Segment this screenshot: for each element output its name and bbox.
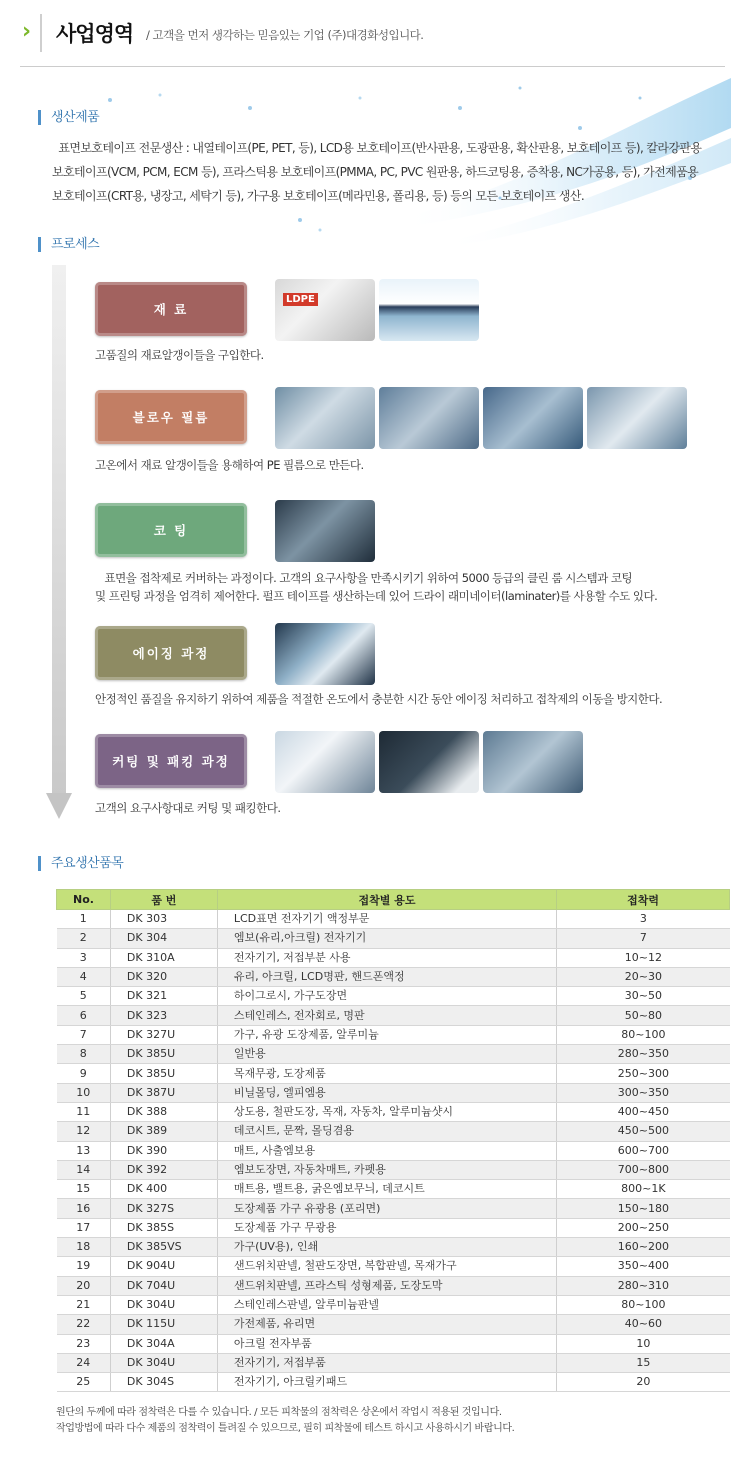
table-row (57, 1238, 730, 1257)
footnotes (56, 1405, 514, 1437)
cell-part-number: DK 321 (110, 987, 217, 1006)
cell-no: 14 (57, 1160, 111, 1179)
column-header-part-number: 품 번 (110, 890, 217, 910)
cell-adhesion: 450~500 (557, 1122, 730, 1141)
cell-adhesion: 10~12 (557, 948, 730, 967)
cell-usage: 엠보도장면, 자동차매트, 카펫용 (217, 1160, 556, 1179)
cell-usage: 비닐몰딩, 엘피엠용 (217, 1083, 556, 1102)
table-row (57, 1083, 730, 1102)
table-row (57, 987, 730, 1006)
chevron-right-icon: › (22, 19, 32, 44)
process-step-blown-film (95, 390, 247, 444)
process-step-description: 안정적인 품질을 유지하기 위하여 제품을 적절한 온도에서 충분한 시간 동안 에이징 처리하고 접착제의 이동을 방지한다. (95, 692, 663, 706)
process-step-description: 고객의 요구사항대로 커팅 및 패킹한다. (95, 801, 281, 815)
page-title: 사업영역 (56, 22, 134, 46)
photo-blown-film-1 (275, 387, 375, 449)
cell-adhesion: 3 (557, 910, 730, 929)
table-row (57, 929, 730, 948)
cell-no: 22 (57, 1315, 111, 1334)
table-row (57, 1102, 730, 1121)
process-flow-arrow (52, 265, 66, 795)
table-row (57, 1353, 730, 1372)
process-step-label: 재 료 (153, 302, 189, 317)
cell-no: 12 (57, 1122, 111, 1141)
photo-inspection (379, 731, 479, 793)
cell-part-number: DK 904U (110, 1257, 217, 1276)
cell-part-number: DK 303 (110, 910, 217, 929)
cell-usage: 일반용 (217, 1045, 556, 1064)
cell-part-number: DK 304 (110, 929, 217, 948)
process-step-label: 에이징 과정 (132, 646, 210, 661)
column-header-usage: 접착별 용도 (217, 890, 556, 910)
cell-usage: 목재무광, 도장제품 (217, 1064, 556, 1083)
cell-part-number: DK 385VS (110, 1238, 217, 1257)
cell-usage: 매트용, 밸트용, 굵은엠보무늬, 데코시트 (217, 1180, 556, 1199)
photo-blown-film-2 (379, 387, 479, 449)
table-row (57, 1295, 730, 1314)
table-row (57, 1025, 730, 1044)
table-row (57, 967, 730, 986)
cell-no: 23 (57, 1334, 111, 1353)
cell-adhesion: 400~450 (557, 1102, 730, 1121)
products-line: 표면보호테이프 전문생산 : 내열테이프(PE, PET, 등), LCD용 보호테이프(반사판용, 도광판용, 확산판용, 보호테이프 등), 칼라강판용 (52, 141, 702, 155)
cell-part-number: DK 304A (110, 1334, 217, 1353)
cell-no: 25 (57, 1373, 111, 1392)
cell-adhesion: 50~80 (557, 1006, 730, 1025)
cell-part-number: DK 385U (110, 1064, 217, 1083)
footnote: 작업방법에 따라 다수 제품의 점착력이 틀려질 수 있으므로, 필히 피착물에 테스트 하시고 사용하시기 바랍니다. (56, 1423, 515, 1434)
cell-no: 2 (57, 929, 111, 948)
table-header-row (57, 890, 730, 910)
cell-usage: 전자기기, 저접부품 (217, 1353, 556, 1372)
table-row (57, 1315, 730, 1334)
table-row (57, 1199, 730, 1218)
cell-part-number: DK 304U (110, 1353, 217, 1372)
cell-no: 3 (57, 948, 111, 967)
process-step-label: 블로우 필름 (132, 410, 210, 425)
cell-usage: 샌드위치판넬, 철판도장면, 복합판넬, 목재가구 (217, 1257, 556, 1276)
process-step-description: 고온에서 재료 알갱이들을 용해하여 PE 필름으로 만든다. (95, 458, 364, 472)
cell-no: 8 (57, 1045, 111, 1064)
cell-usage: 스테인레스, 전자회로, 명판 (217, 1006, 556, 1025)
photo-materials-pellets (379, 279, 479, 341)
photo-blown-film-3 (483, 387, 583, 449)
cell-part-number: DK 704U (110, 1276, 217, 1295)
table-row (57, 1122, 730, 1141)
cell-no: 4 (57, 967, 111, 986)
description-line: 및 프린팅 과정을 엄격히 제어한다. 펄프 테이프를 생산하는데 있어 드라이 래미네이터(laminater)를 사용할 수도 있다. (95, 589, 658, 603)
cell-usage: 상도용, 철판도장, 목재, 자동차, 알루미늄샷시 (217, 1102, 556, 1121)
cell-usage: 매트, 사출엠보용 (217, 1141, 556, 1160)
photo-packing (483, 731, 583, 793)
cell-adhesion: 160~200 (557, 1238, 730, 1257)
cell-adhesion: 7 (557, 929, 730, 948)
cell-adhesion: 280~310 (557, 1276, 730, 1295)
cell-adhesion: 80~100 (557, 1025, 730, 1044)
table-row (57, 948, 730, 967)
header-divider (40, 14, 42, 52)
cell-usage: 데코시트, 문짝, 몰딩겸용 (217, 1122, 556, 1141)
cell-adhesion: 30~50 (557, 987, 730, 1006)
column-header-no: No. (57, 890, 111, 910)
cell-no: 21 (57, 1295, 111, 1314)
products-table (56, 889, 730, 1392)
products-line: 보호테이프(VCM, PCM, ECM 등), 프라스틱용 보호테이프(PMMA, PC, PVC 원판용, 하드코팅용, 증착용, NC가공용, 등), 가전제품용 (52, 165, 699, 179)
cell-usage: 전자기기, 저접부분 사용 (217, 948, 556, 967)
footnote: 원단의 두께에 따라 점착력은 다를 수 있습니다. / 모든 피착물의 점착력은 상온에서 작업시 적용된 것입니다. (56, 1407, 502, 1418)
cell-usage: 도장제품 가구 유광용 (포리면) (217, 1199, 556, 1218)
cell-no: 10 (57, 1083, 111, 1102)
cell-adhesion: 150~180 (557, 1199, 730, 1218)
cell-part-number: DK 323 (110, 1006, 217, 1025)
cell-usage: 가구, 유광 도장제품, 알루미늄 (217, 1025, 556, 1044)
cell-adhesion: 80~100 (557, 1295, 730, 1314)
cell-adhesion: 20 (557, 1373, 730, 1392)
photo-materials-bags (275, 279, 375, 341)
photo-label: LDPE (283, 293, 318, 306)
cell-usage: 전자기기, 아크릴키패드 (217, 1373, 556, 1392)
cell-part-number: DK 327S (110, 1199, 217, 1218)
process-step-cutting-packing (95, 734, 247, 788)
cell-usage: 엠보(유리,아크릴) 전자기기 (217, 929, 556, 948)
table-row (57, 910, 730, 929)
table-row (57, 1141, 730, 1160)
cell-part-number: DK 385U (110, 1045, 217, 1064)
cell-no: 24 (57, 1353, 111, 1372)
cell-adhesion: 250~300 (557, 1064, 730, 1083)
cell-part-number: DK 304U (110, 1295, 217, 1314)
process-step-description: 고품질의 재료알갱이들을 구입한다. (95, 348, 264, 362)
cell-adhesion: 280~350 (557, 1045, 730, 1064)
cell-part-number: DK 392 (110, 1160, 217, 1179)
table-row (57, 1045, 730, 1064)
cell-adhesion: 15 (557, 1353, 730, 1372)
cell-usage: 스테인레스판넬, 알루미늄판넬 (217, 1295, 556, 1314)
page-subtitle: / 고객을 먼저 생각하는 믿음있는 기업 (주)대경화성입니다. (146, 28, 424, 42)
photo-aging (275, 623, 375, 685)
cell-adhesion: 800~1K (557, 1180, 730, 1199)
cell-no: 17 (57, 1218, 111, 1237)
process-step-label: 커팅 및 패킹 과정 (112, 754, 230, 769)
table-row (57, 1006, 730, 1025)
section-heading-products-list: 주요생산품목 (38, 856, 123, 871)
process-step-aging (95, 626, 247, 680)
cell-no: 1 (57, 910, 111, 929)
cell-part-number: DK 320 (110, 967, 217, 986)
cell-usage: 하이그로시, 가구도장면 (217, 987, 556, 1006)
cell-no: 9 (57, 1064, 111, 1083)
cell-usage: 아크릴 전자부품 (217, 1334, 556, 1353)
cell-part-number: DK 304S (110, 1373, 217, 1392)
photo-cutting (275, 731, 375, 793)
cell-part-number: DK 400 (110, 1180, 217, 1199)
cell-adhesion: 200~250 (557, 1218, 730, 1237)
cell-part-number: DK 389 (110, 1122, 217, 1141)
cell-no: 5 (57, 987, 111, 1006)
table-row (57, 1218, 730, 1237)
cell-adhesion: 40~60 (557, 1315, 730, 1334)
cell-part-number: DK 385S (110, 1218, 217, 1237)
process-step-description (95, 569, 715, 605)
products-line: 보호테이프(CRT용, 냉장고, 세탁기 등), 가구용 보호테이프(메라민용, 폴리용, 등) 등의 모든 보호테이프 생산. (52, 189, 585, 203)
process-step-coating (95, 503, 247, 557)
cell-usage: 가전제품, 유리면 (217, 1315, 556, 1334)
cell-adhesion: 20~30 (557, 967, 730, 986)
cell-usage: 샌드위치판넬, 프라스틱 성형제품, 도장도막 (217, 1276, 556, 1295)
cell-usage: 도장제품 가구 무광용 (217, 1218, 556, 1237)
cell-part-number: DK 388 (110, 1102, 217, 1121)
cell-usage: 유리, 아크릴, LCD명판, 핸드폰액정 (217, 967, 556, 986)
cell-adhesion: 10 (557, 1334, 730, 1353)
photo-coating (275, 500, 375, 562)
cell-usage: 가구(UV용), 인쇄 (217, 1238, 556, 1257)
cell-no: 19 (57, 1257, 111, 1276)
table-row (57, 1180, 730, 1199)
cell-adhesion: 350~400 (557, 1257, 730, 1276)
process-step-label: 코 팅 (153, 523, 189, 538)
cell-no: 15 (57, 1180, 111, 1199)
process-step-materials (95, 282, 247, 336)
cell-part-number: DK 310A (110, 948, 217, 967)
cell-no: 11 (57, 1102, 111, 1121)
cell-adhesion: 600~700 (557, 1141, 730, 1160)
section-heading-products: 생산제품 (38, 110, 99, 125)
cell-no: 18 (57, 1238, 111, 1257)
cell-adhesion: 700~800 (557, 1160, 730, 1179)
table-row (57, 1160, 730, 1179)
photo-blown-film-4 (587, 387, 687, 449)
cell-no: 16 (57, 1199, 111, 1218)
table-row (57, 1373, 730, 1392)
cell-usage: LCD표면 전자기기 액정부문 (217, 910, 556, 929)
cell-no: 13 (57, 1141, 111, 1160)
table-row (57, 1276, 730, 1295)
description-line: 표면을 접착제로 커버하는 과정이다. 고객의 요구사항을 만족시키기 위하여 5000 등급의 클린 룸 시스템과 코팅 (95, 571, 633, 585)
table-row (57, 1257, 730, 1276)
cell-part-number: DK 115U (110, 1315, 217, 1334)
column-header-adhesion: 접착력 (557, 890, 730, 910)
cell-no: 6 (57, 1006, 111, 1025)
cell-part-number: DK 390 (110, 1141, 217, 1160)
table-row (57, 1334, 730, 1353)
cell-part-number: DK 387U (110, 1083, 217, 1102)
section-heading-process: 프로세스 (38, 237, 99, 252)
cell-no: 7 (57, 1025, 111, 1044)
cell-part-number: DK 327U (110, 1025, 217, 1044)
header-rule (20, 66, 725, 67)
cell-no: 20 (57, 1276, 111, 1295)
cell-adhesion: 300~350 (557, 1083, 730, 1102)
table-row (57, 1064, 730, 1083)
products-description (52, 136, 724, 208)
arrow-down-icon (46, 793, 72, 819)
